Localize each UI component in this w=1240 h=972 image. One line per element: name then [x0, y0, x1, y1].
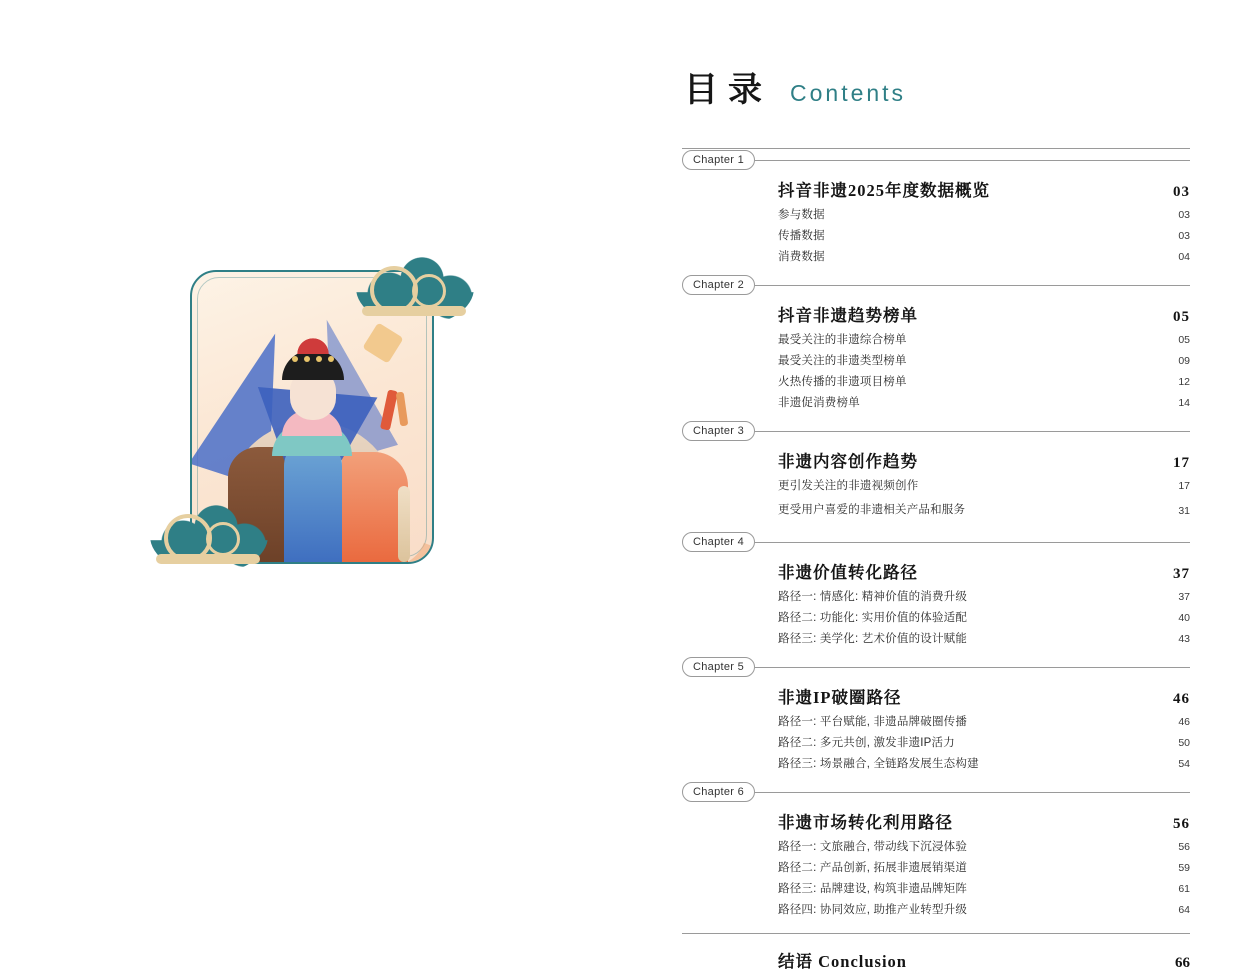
toc-heading: [684, 74, 906, 108]
chapter-block: [682, 274, 1190, 420]
sub-entry-title: 参与数据: [778, 208, 825, 221]
sub-entry-page: 46: [1178, 715, 1190, 728]
sub-entry-page: 31: [1178, 505, 1190, 517]
toc-sub-entry[interactable]: [682, 391, 1190, 412]
chapter-tag[interactable]: Chapter 3: [682, 421, 755, 441]
sub-entry-title: 非遗促消费榜单: [778, 396, 860, 409]
figure-sash: [284, 440, 342, 562]
sub-entry-title: 传播数据: [778, 229, 825, 242]
headdress-bead-3: [316, 356, 322, 362]
spacer: [682, 266, 1190, 274]
chapter-block: [682, 531, 1190, 656]
sub-entry-page: 17: [1178, 479, 1190, 492]
toc-sub-entry[interactable]: [682, 328, 1190, 349]
sub-entry-page: 37: [1178, 590, 1190, 603]
sub-entry-page: 05: [1178, 333, 1190, 346]
headdress-bead-4: [328, 356, 334, 362]
chapter-rule: [755, 667, 1190, 668]
sub-entry-page: 40: [1178, 611, 1190, 624]
sub-entry-page: 50: [1178, 736, 1190, 749]
chapter-block: [682, 420, 1190, 531]
cloud-motif-top-right: [356, 250, 474, 326]
spacer: [682, 773, 1190, 781]
toc-sub-entry[interactable]: [682, 877, 1190, 898]
sub-entry-title: 路径二: 多元共创, 激发非遗IP活力: [778, 736, 955, 749]
sub-entry-title: 路径一: 文旅融合, 带动线下沉浸体验: [778, 840, 968, 853]
chapter-entry[interactable]: [682, 803, 1190, 835]
sub-entry-page: 12: [1178, 375, 1190, 388]
conclusion-title: 结语 Conclusion: [778, 952, 907, 971]
cloud-motif-bottom-left: [150, 498, 268, 574]
spacer: [682, 412, 1190, 420]
sub-entry-title: 最受关注的非遗综合榜单: [778, 333, 907, 346]
chapter-tag-row: [682, 420, 1190, 442]
chapter-tag-row: [682, 149, 1190, 171]
sub-entry-title: 更引发关注的非遗视频创作: [778, 479, 919, 492]
sub-entry-title: 路径二: 产品创新, 拓展非遗展销渠道: [778, 861, 968, 874]
peking-opera-figure-illustration: [150, 250, 480, 580]
chapter-tag-row: [682, 274, 1190, 296]
toc-title-en: Contents: [790, 80, 907, 106]
chapter-rule: [755, 160, 1190, 161]
sub-entry-page: 09: [1178, 354, 1190, 367]
chapter-title: 非遗内容创作趋势: [778, 452, 918, 471]
chapter-title: 抖音非遗2025年度数据概览: [778, 181, 990, 200]
chapter-entry[interactable]: [682, 296, 1190, 328]
chapter-rule: [755, 542, 1190, 543]
toc-sub-entry[interactable]: [682, 856, 1190, 877]
sub-entry-page: 59: [1178, 861, 1190, 874]
toc-sub-entry[interactable]: [682, 606, 1190, 627]
toc-sub-entry[interactable]: [682, 898, 1190, 919]
decorative-pillar: [398, 486, 410, 562]
chapter-tag-row: [682, 781, 1190, 803]
sub-entry-page: 56: [1178, 840, 1190, 853]
toc-sub-entry[interactable]: [682, 203, 1190, 224]
chapter-tag[interactable]: Chapter 1: [682, 150, 755, 170]
sub-entry-title: 路径二: 功能化: 实用价值的体验适配: [778, 611, 968, 624]
toc-title-zh: 目录: [684, 72, 772, 109]
chapter-page-number: 46: [1173, 691, 1190, 707]
chapter-block: [682, 656, 1190, 781]
chapter-title: 非遗IP破圈路径: [778, 688, 902, 707]
sub-entry-title: 路径一: 平台赋能, 非遗品牌破圈传播: [778, 715, 968, 728]
cloud-swirl-small: [206, 522, 240, 556]
sub-entry-page: 61: [1178, 882, 1190, 895]
chapter-title: 非遗价值转化路径: [778, 563, 918, 582]
conclusion-entry[interactable]: [682, 934, 1190, 972]
sub-entry-title: 更受用户喜爱的非遗相关产品和服务: [778, 504, 966, 516]
sub-entry-page: 64: [1178, 903, 1190, 916]
toc-sub-entry[interactable]: [682, 495, 1190, 523]
headdress-plume: [296, 328, 330, 354]
sub-entry-title: 路径四: 协同效应, 助推产业转型升级: [778, 903, 968, 916]
sub-entry-page: 03: [1178, 208, 1190, 221]
chapter-tag[interactable]: Chapter 6: [682, 782, 755, 802]
toc-sub-entry[interactable]: [682, 585, 1190, 606]
headdress-bead-2: [304, 356, 310, 362]
cloud-base-bar: [362, 306, 466, 316]
sub-entry-title: 路径一: 情感化: 精神价值的消费升级: [778, 590, 968, 603]
chapter-tag[interactable]: Chapter 2: [682, 275, 755, 295]
sub-entry-title: 最受关注的非遗类型榜单: [778, 354, 907, 367]
chapter-title: 抖音非遗趋势榜单: [778, 306, 918, 325]
sub-entry-page: 04: [1178, 250, 1190, 263]
toc-sub-entry[interactable]: [682, 731, 1190, 752]
toc-sub-entry[interactable]: [682, 245, 1190, 266]
toc-entries: [682, 148, 1190, 972]
cloud-swirl-small: [412, 274, 446, 308]
conclusion-page-number: 66: [1175, 955, 1190, 971]
sub-entry-title: 火热传播的非遗项目榜单: [778, 375, 907, 388]
toc-sub-entry[interactable]: [682, 474, 1190, 495]
chapter-rule: [755, 285, 1190, 286]
sub-entry-title: 消费数据: [778, 250, 825, 263]
chapter-entry[interactable]: [682, 171, 1190, 203]
chapter-page-number: 17: [1173, 455, 1190, 471]
cloud-base-bar: [156, 554, 260, 564]
chapter-page-number: 05: [1173, 309, 1190, 325]
chapter-tag[interactable]: Chapter 5: [682, 657, 755, 677]
chapter-entry[interactable]: [682, 678, 1190, 710]
chapter-tag-row: [682, 656, 1190, 678]
toc-sub-entry[interactable]: [682, 752, 1190, 773]
table-of-contents: [620, 0, 1240, 971]
chapter-page-number: 03: [1173, 184, 1190, 200]
chapter-tag[interactable]: Chapter 4: [682, 532, 755, 552]
toc-sub-entry[interactable]: [682, 349, 1190, 370]
sub-entry-title: 路径三: 场景融合, 全链路发展生态构建: [778, 757, 979, 770]
sub-entry-page: 43: [1178, 632, 1190, 645]
chapter-block: [682, 149, 1190, 274]
chapter-entry[interactable]: [682, 442, 1190, 474]
spacer: [682, 523, 1190, 531]
headdress-bead-1: [292, 356, 298, 362]
sub-entry-page: 14: [1178, 396, 1190, 409]
toc-sub-entry[interactable]: [682, 224, 1190, 245]
chapter-title: 非遗市场转化利用路径: [778, 813, 953, 832]
toc-sub-entry[interactable]: [682, 835, 1190, 856]
chapter-page-number: 56: [1173, 816, 1190, 832]
toc-sub-entry[interactable]: [682, 627, 1190, 648]
chapter-entry[interactable]: [682, 553, 1190, 585]
chapter-rule: [755, 792, 1190, 793]
toc-sub-entry[interactable]: [682, 370, 1190, 391]
chapter-tag-row: [682, 531, 1190, 553]
sub-entry-page: 03: [1178, 229, 1190, 242]
sub-entry-title: 路径三: 美学化: 艺术价值的设计赋能: [778, 632, 968, 645]
chapter-page-number: 37: [1173, 566, 1190, 582]
sub-entry-page: 54: [1178, 757, 1190, 770]
toc-sub-entry[interactable]: [682, 710, 1190, 731]
chapter-rule: [755, 431, 1190, 432]
spacer: [682, 648, 1190, 656]
chapter-block: [682, 781, 1190, 919]
sub-entry-title: 路径三: 品牌建设, 构筑非遗品牌矩阵: [778, 882, 968, 895]
